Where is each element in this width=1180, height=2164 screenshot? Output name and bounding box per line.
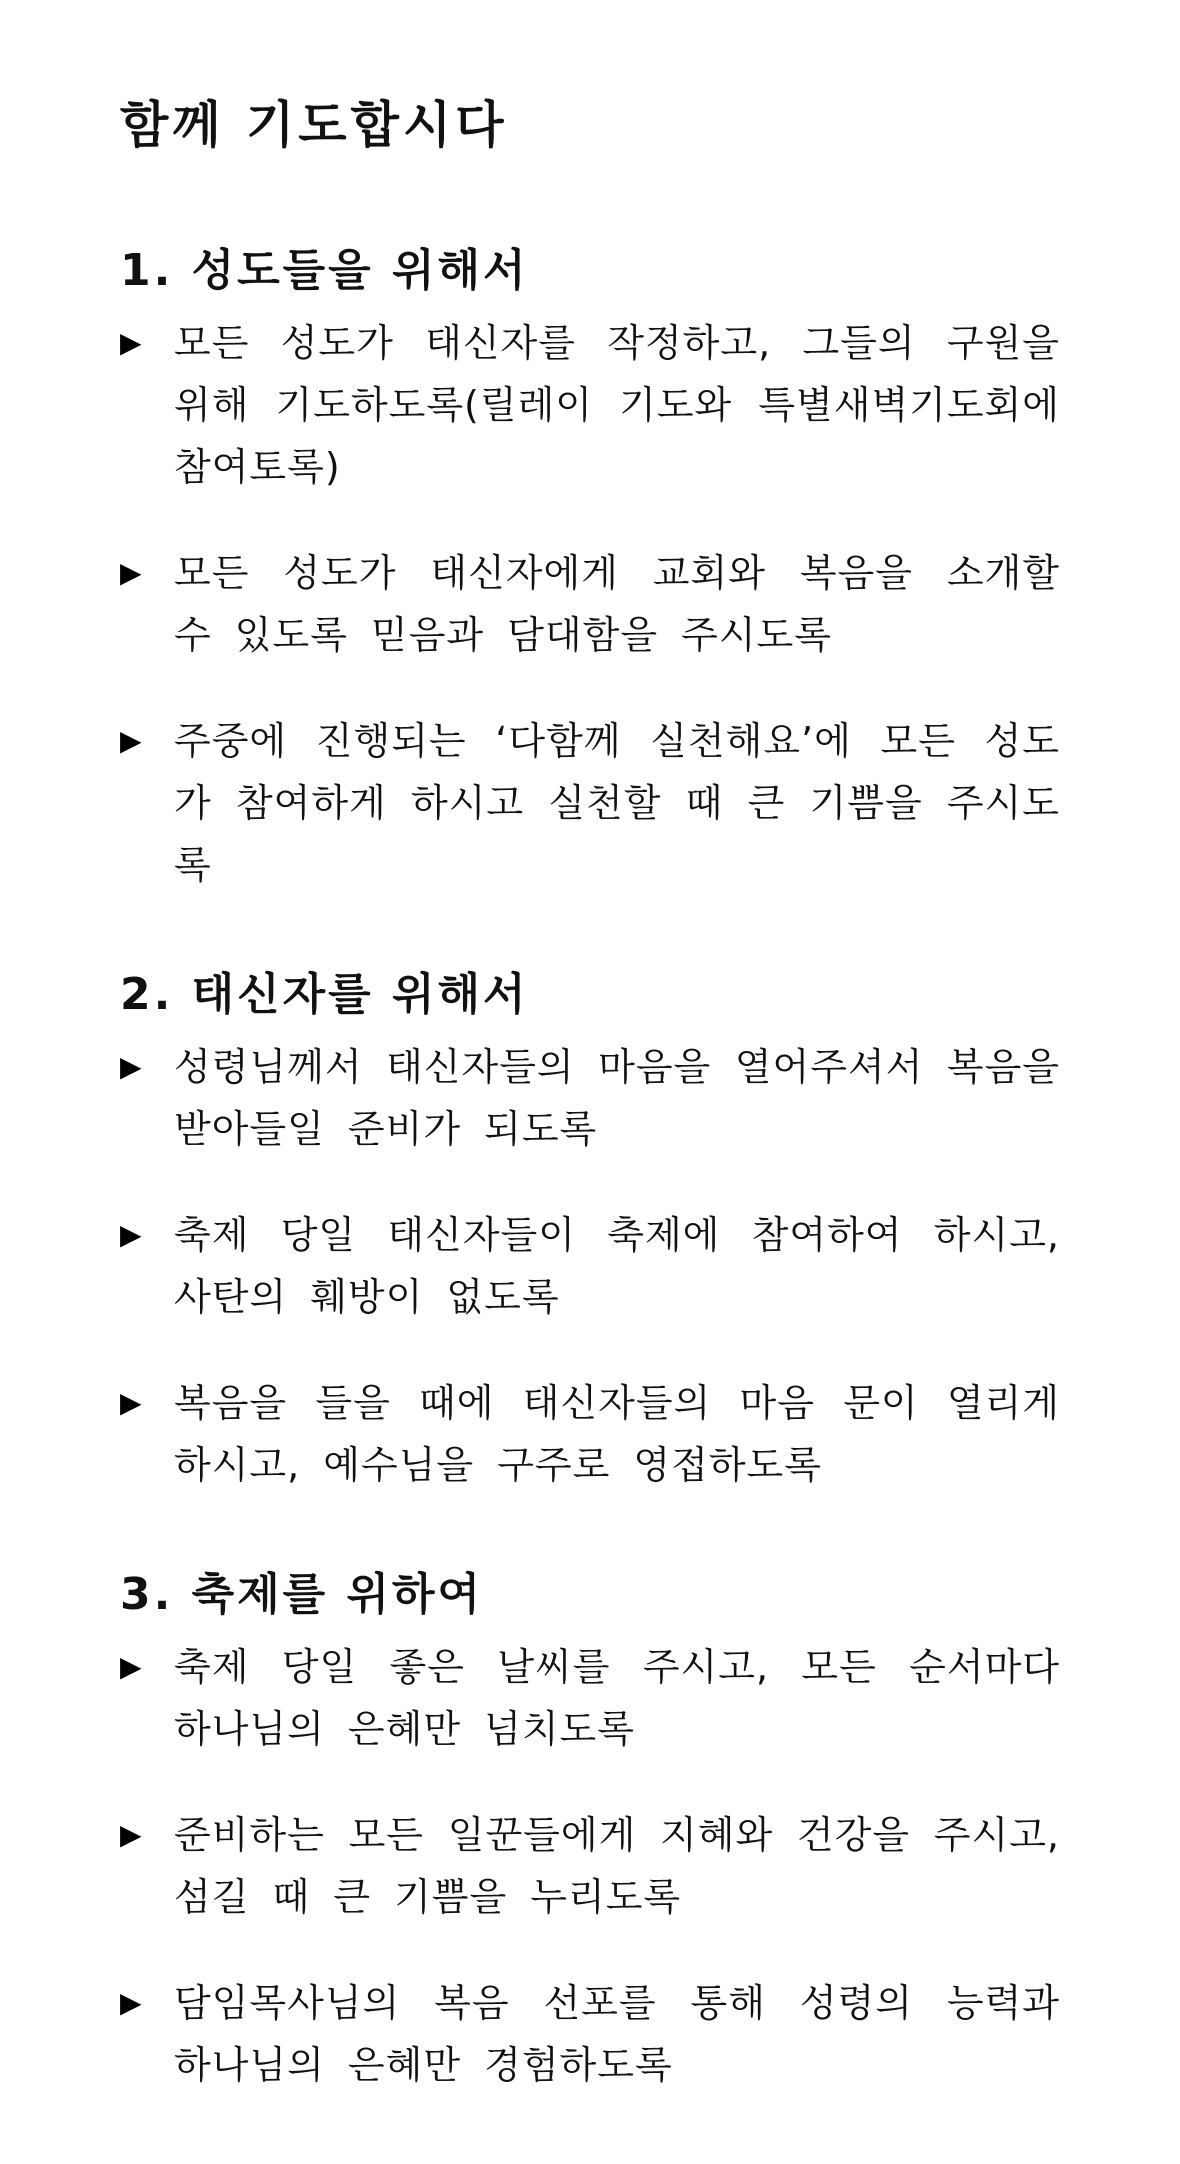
list-item: [120, 542, 1060, 666]
list-item: [120, 1204, 1060, 1328]
triangle-bullet-icon: ▶: [120, 1818, 142, 1851]
section-seekers: [120, 964, 1060, 1496]
section-heading: 2. 태신자를 위해서: [120, 969, 529, 1020]
list-item: [120, 1036, 1060, 1160]
list-item: [120, 312, 1060, 498]
triangle-bullet-icon: ▶: [120, 724, 142, 757]
triangle-bullet-icon: ▶: [120, 1386, 142, 1419]
list-item-text: 축제 당일 좋은 날씨를 주시고, 모든 순서마다 하나님의 은혜만 넘치도록: [174, 1645, 1060, 1751]
prayer-page: [120, 88, 1060, 2164]
list-item: [120, 1372, 1060, 1496]
triangle-bullet-icon: ▶: [120, 1986, 142, 2019]
section-festival: [120, 1564, 1060, 2096]
list-item-text: 복음을 들을 때에 태신자들의 마음 문이 열리게 하시고, 예수님을 구주로 영접하도록: [174, 1381, 1060, 1487]
list-item: [120, 710, 1060, 896]
list-item-text: 준비하는 모든 일꾼들에게 지혜와 건강을 주시고, 섬길 때 큰 기쁨을 누리도록: [174, 1813, 1060, 1919]
triangle-bullet-icon: ▶: [120, 1050, 142, 1083]
list-item: [120, 1972, 1060, 2096]
section-saints: [120, 240, 1060, 896]
triangle-bullet-icon: ▶: [120, 556, 142, 589]
triangle-bullet-icon: ▶: [120, 1218, 142, 1251]
list-item-text: 모든 성도가 태신자를 작정하고, 그들의 구원을 위해 기도하도록(릴레이 기도와 특별새벽기도회에 참여토록): [174, 321, 1060, 489]
page-title: 함께 기도합시다: [120, 96, 508, 154]
list-item-text: 담임목사님의 복음 선포를 통해 성령의 능력과 하나님의 은혜만 경험하도록: [174, 1981, 1060, 2087]
triangle-bullet-icon: ▶: [120, 1650, 142, 1683]
section-heading: 1. 성도들을 위해서: [120, 245, 529, 296]
triangle-bullet-icon: ▶: [120, 326, 142, 359]
list-item: [120, 1804, 1060, 1928]
section-heading: 3. 축제를 위하여: [120, 1569, 483, 1620]
list-item-text: 축제 당일 태신자들이 축제에 참여하여 하시고, 사탄의 훼방이 없도록: [174, 1213, 1060, 1319]
list-item-text: 주중에 진행되는 ‘다함께 실천해요’에 모든 성도가 참여하게 하시고 실천할 때 큰 기쁨을 주시도록: [174, 719, 1060, 887]
list-item: [120, 1636, 1060, 1760]
list-item-text: 성령님께서 태신자들의 마음을 열어주셔서 복음을 받아들일 준비가 되도록: [174, 1045, 1060, 1151]
list-item-text: 모든 성도가 태신자에게 교회와 복음을 소개할 수 있도록 믿음과 담대함을 주시도록: [174, 551, 1060, 657]
